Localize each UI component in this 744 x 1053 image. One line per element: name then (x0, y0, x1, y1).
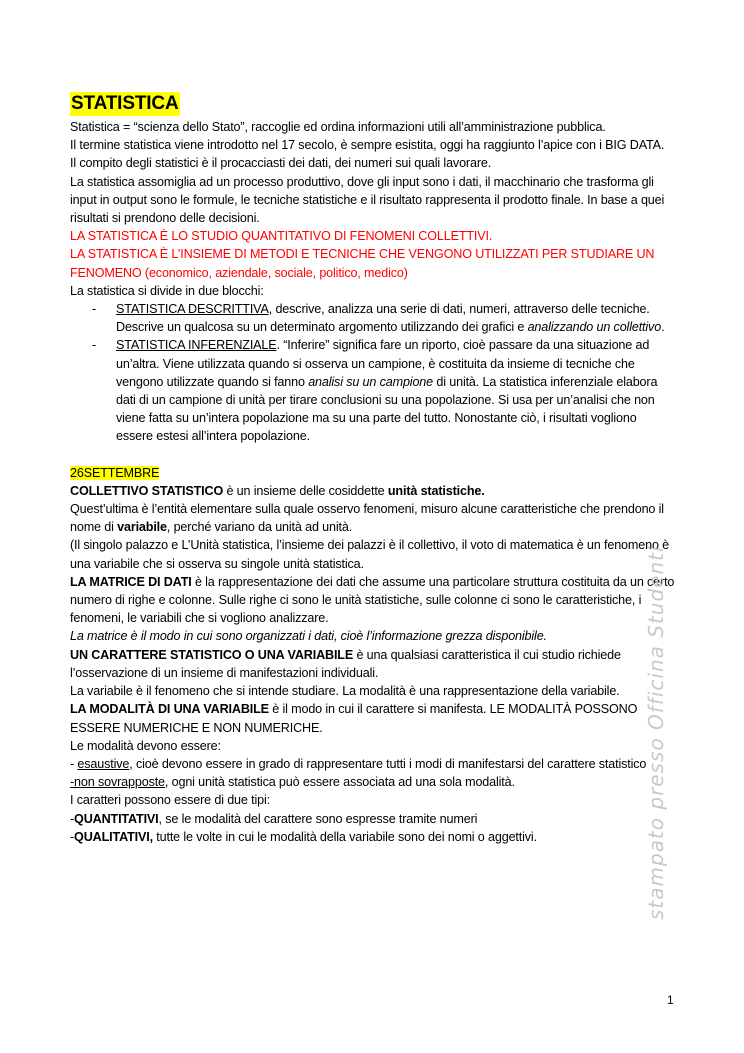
list-item (70, 336, 676, 445)
list-italic: analizzando un collettivo (527, 320, 662, 335)
paragraph: I caratteri possono essere di due tipi: (70, 793, 270, 808)
paragraph: - esaustive, cioè devono essere in grado di rappresentare tutti i modi di manifestarsi del carattere statistico (70, 756, 647, 771)
paragraph: UN CARATTERE STATISTICO O UNA VARIABILE è una qualsiasi caratteristica il cui studio richiede l’osservazione di un insieme di manifestazioni individuali. (70, 647, 621, 680)
paragraph: -QUANTITATIVI, se le modalità del carattere sono espresse tramite numeri (70, 811, 478, 826)
list-text: . “Inferire” significa fare un riporto, cioè passare da una situazione ad un’altra. Viene utilizzata quando si osserva un campione, è costituita da insieme di tecniche che vengono utilizzate quando si fanno (116, 338, 650, 389)
date-label: 26SETTEMBRE (70, 465, 160, 480)
paragraph: Il compito degli statistici è il procacciasti dei dati, dei numeri sui quali lavorare. (70, 156, 492, 171)
paragraph: La matrice è il modo in cui sono organizzati i dati, cioè l’informazione grezza disponibile. (70, 629, 547, 644)
paragraph: Il termine statistica viene introdotto nel 17 secolo, è sempre esistita, oggi ha raggiunto l’apice con i BIG DATA. (70, 138, 665, 153)
paragraph: (Il singolo palazzo e L’Unità statistica, l’insieme dei palazzi è il collettivo, il voto di matematica è un fenomeno è una variabile che si osserva su singole unità statistica. (70, 538, 670, 571)
list-term: STATISTICA DESCRITTIVA, (116, 302, 273, 317)
list-text: descrive, analizza una serie di dati, numeri, attraverso delle tecniche. Descrive un qualcosa su un determinato argomento utilizzando dei grafici e (116, 302, 650, 335)
red-definition: LA STATISTICA È L’INSIEME DI METODI E TECNICHE CHE VENGONO UTILIZZATI PER STUDIARE UN FENOMENO (economico, aziendale, sociale, politico, medico) (70, 247, 655, 280)
paragraph: Statistica = “scienza dello Stato”, raccoglie ed ordina informazioni utili all’amministrazione pubblica. (70, 120, 606, 134)
page-number: 1 (667, 993, 674, 1007)
watermark: stampato presso Officina Studenti (644, 545, 668, 920)
list-dash: - (92, 338, 97, 353)
list-tail: . (661, 320, 665, 335)
blocks-list (70, 300, 676, 446)
paragraph: La statistica si divide in due blocchi: (70, 283, 264, 298)
paragraph: Quest’ultima è l’entità elementare sulla quale osservo fenomeni, misuro alcune caratteristiche che prendono il nome di variabile, perché variano da unità ad unità. (70, 502, 664, 535)
list-tail: di unità. La statistica inferenziale elabora dati di un campione di unità per tirare conclusioni su una popolazione. Si usa per un’analisi che non viene fatta su un’intera popolazione ma su una parte del tutto. Nonostante ciò, i risultati vogliono essere estesi all’intera popolazione. (116, 374, 658, 444)
document-page (70, 92, 676, 846)
list-italic: analisi su un campione (308, 374, 434, 389)
list-dash: - (92, 302, 97, 317)
paragraph: COLLETTIVO STATISTICO è un insieme delle cosiddette unità statistiche. (70, 483, 485, 498)
paragraph: La statistica assomiglia ad un processo produttivo, dove gli input sono i dati, il macchinario che trasforma gli input in output sono le formule, le tecniche statistiche e il risultato rappresenta il prodotto finale. In base a quei risultati si prendono delle decisioni. (70, 174, 665, 226)
paragraph: Le modalità devono essere: (70, 738, 221, 753)
paragraph: LA MODALITÀ DI UNA VARIABILE è il modo in cui il carattere si manifesta. LE MODALITÀ POSSONO ESSERE NUMERICHE E NON NUMERICHE. (70, 702, 638, 735)
page-title: STATISTICA (71, 93, 179, 114)
paragraph: La variabile è il fenomeno che si intende studiare. La modalità è una rappresentazione della variabile. (70, 684, 620, 699)
paragraph: -QUALITATIVI, tutte le volte in cui le modalità della variabile sono dei nomi o aggettivi. (70, 829, 537, 844)
paragraph: -non sovrapposte, ogni unità statistica può essere associata ad una sola modalità. (70, 775, 515, 790)
red-definition: LA STATISTICA È LO STUDIO QUANTITATIVO DI FENOMENI COLLETTIVI. (70, 229, 493, 244)
list-item (70, 300, 676, 336)
list-term: STATISTICA INFERENZIALE (116, 338, 277, 353)
paragraph: LA MATRICE DI DATI è la rappresentazione dei dati che assume una particolare struttura costituita da un certo numero di righe e colonne. Sulle righe ci sono le unità statistiche, sulle colonne ci sono le caratteristiche, i fenomeni, le variabili che si vogliono analizzare. (70, 574, 675, 626)
